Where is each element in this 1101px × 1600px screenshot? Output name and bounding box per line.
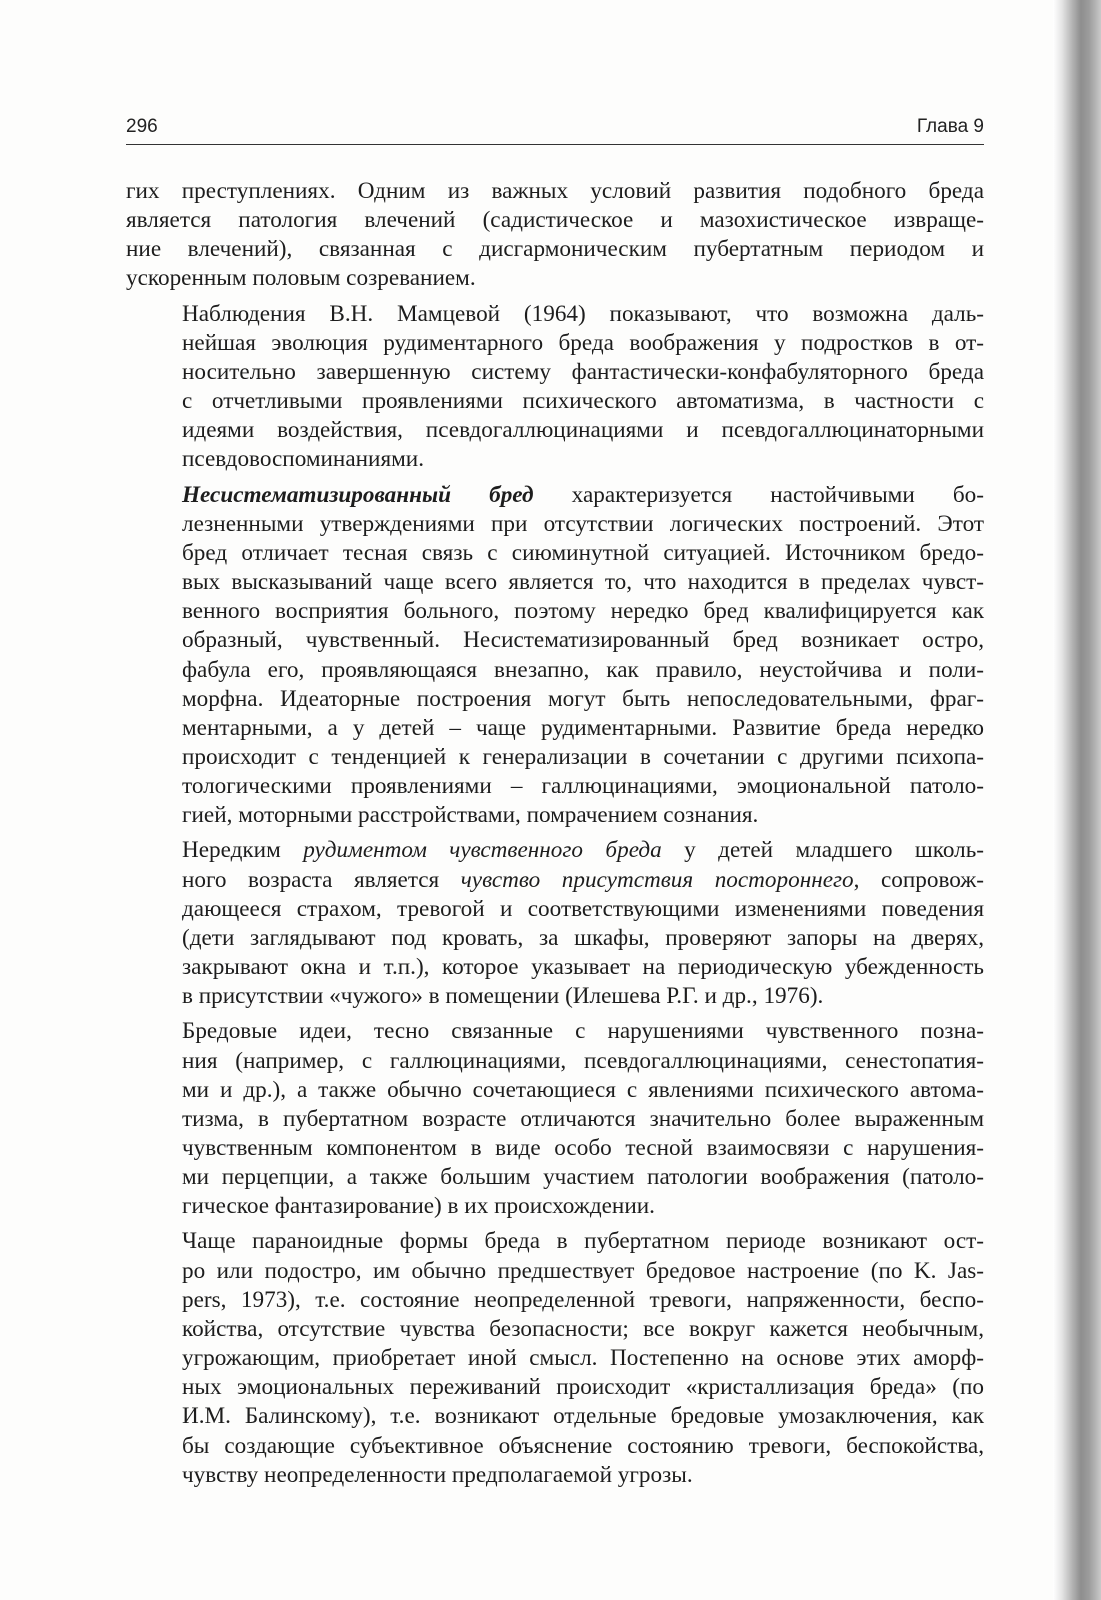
text-line: Наблюдения В.Н. Мамцевой (1964) показывают, что возможна даль- xyxy=(182,300,984,327)
text-line: чувственным компонентом в виде особо тесной взаимосвязи с нарушения- xyxy=(182,1135,984,1161)
text-line: фабула его, проявляющаяся внезапно, как правило, неустойчива и поли- xyxy=(182,656,984,683)
text-line: (дети заглядывают под кровать, за шкафы, проверяют запоры на дверях, xyxy=(182,924,984,951)
defined-term: Несистематизированный бред xyxy=(182,481,534,508)
text-run: характеризуется настойчивыми бо- xyxy=(533,481,984,508)
text-line: происходит с тенденцией к генерализации в сочетании с другими психопа- xyxy=(182,743,984,770)
text-line: бред отличает тесная связь с сиюминутной ситуацией. Источником бредо- xyxy=(182,539,984,566)
text-line: ми и др.), а также обычно сочетающиеся с явлениями психического автома- xyxy=(182,1076,984,1103)
page-number: 296 xyxy=(126,116,158,137)
text-run: ного возраста является xyxy=(182,866,461,893)
paragraph-6 xyxy=(126,1227,984,1489)
text-line: ускоренным половым созреванием. xyxy=(126,265,476,292)
text-line: ных эмоциональных переживаний происходит «кристаллизация бреда» (по xyxy=(182,1374,984,1401)
binding-shadow xyxy=(1053,0,1101,1600)
text-line: гих преступлениях. Одним из важных условий развития подобного бреда xyxy=(126,178,984,204)
text-line: дающееся страхом, тревогой и соответствующими изменениями поведения xyxy=(182,895,984,922)
text-line: чувству неопределенности предполагаемой угрозы. xyxy=(182,1461,693,1488)
text-line: ментарными, а у детей – чаще рудиментарными. Развитие бреда нередко xyxy=(182,714,984,741)
text-line: венного восприятия больного, поэтому нередко бред квалифицируется как xyxy=(182,598,984,625)
text-line: гическое фантазирование) в их происхождении. xyxy=(182,1193,655,1220)
text-line: койства, отсутствие чувства безопасности; все вокруг кажется необычным, xyxy=(182,1315,984,1342)
text-line: образный, чувственный. Несистематизированный бред возникает остро, xyxy=(182,627,984,654)
text-line: И.М. Балинскому), т.е. возникают отдельные бредовые умозаключения, как xyxy=(182,1403,984,1430)
text-line: нейшая эволюция рудиментарного бреда воображения у подростков в от- xyxy=(182,329,984,356)
italic-term: чувство присутствия постороннего xyxy=(460,866,854,893)
text-line: Чаще параноидные формы бреда в пубертатном периоде возникают ост- xyxy=(182,1228,984,1255)
text-line: ми перцепции, а также большим участием патологии воображения (патоло- xyxy=(182,1164,984,1191)
text-line: pers, 1973), т.е. состояние неопределенной тревоги, напряженности, беспо- xyxy=(182,1286,984,1313)
text-line: морфна. Идеаторные построения могут быть непоследовательными, фраг- xyxy=(182,685,984,712)
text-line: идеями воздействия, псевдогаллюцинациями и псевдогаллюцинаторными xyxy=(182,417,984,444)
paragraph-3 xyxy=(126,481,984,831)
text-line: ние влечений), связанная с дисгармоническим пубертатным периодом и xyxy=(126,236,984,263)
text-line: тизма, в пубертатном возрасте отличаются значительно более выраженным xyxy=(182,1105,984,1132)
text-line: ро или подостро, им обычно предшествует бредовое настроение (по K. Jas- xyxy=(182,1257,984,1284)
text-line: является патология влечений (садистическое и мазохистическое извраще- xyxy=(126,207,984,234)
text-line: тологическими проявлениями – галлюцинациями, эмоциональной патоло- xyxy=(182,773,984,800)
text-line xyxy=(126,836,984,865)
text-line: с отчетливыми проявлениями психического автоматизма, в частности с xyxy=(182,388,984,415)
text-line: псевдовоспоминаниями. xyxy=(182,446,424,473)
paragraph-4 xyxy=(126,836,984,1011)
text-line: бы создающие субъективное объяснение состоянию тревоги, беспокойства, xyxy=(182,1432,984,1459)
text-line: вых высказываний чаще всего является то, что находится в пределах чувст- xyxy=(182,569,984,596)
paragraph-2 xyxy=(126,300,984,475)
running-header xyxy=(126,114,984,145)
paragraph-1 xyxy=(126,177,984,294)
text-line: лезненными утверждениями при отсутствии логических построений. Этот xyxy=(182,510,984,537)
text-line xyxy=(126,481,984,510)
text-line: закрывают окна и т.п.), которое указывает на периодическую убежденность xyxy=(182,954,984,981)
italic-term: рудиментом чувственного бреда xyxy=(303,837,662,864)
text-run: , сопровож- xyxy=(853,866,985,893)
paragraph-5 xyxy=(126,1017,984,1221)
text-run: Нередким xyxy=(182,837,304,864)
text-line: Бредовые идеи, тесно связанные с нарушениями чувственного позна- xyxy=(182,1018,984,1045)
text-line: носительно завершенную систему фантастически-конфабуляторного бреда xyxy=(182,358,984,385)
text-line xyxy=(126,866,984,895)
text-line: гией, моторными расстройствами, помрачением сознания. xyxy=(182,802,759,829)
text-line: в присутствии «чужого» в помещении (Илешева Р.Г. и др., 1976). xyxy=(182,983,824,1010)
chapter-title: Глава 9 xyxy=(916,116,984,137)
body-text xyxy=(126,177,984,1490)
text-line: угрожающим, приобретает иной смысл. Постепенно на основе этих аморф- xyxy=(182,1345,984,1372)
text-line: ния (например, с галлюцинациями, псевдогаллюцинациями, сенестопатия- xyxy=(182,1047,984,1074)
text-run: у детей младшего школь- xyxy=(661,837,984,864)
